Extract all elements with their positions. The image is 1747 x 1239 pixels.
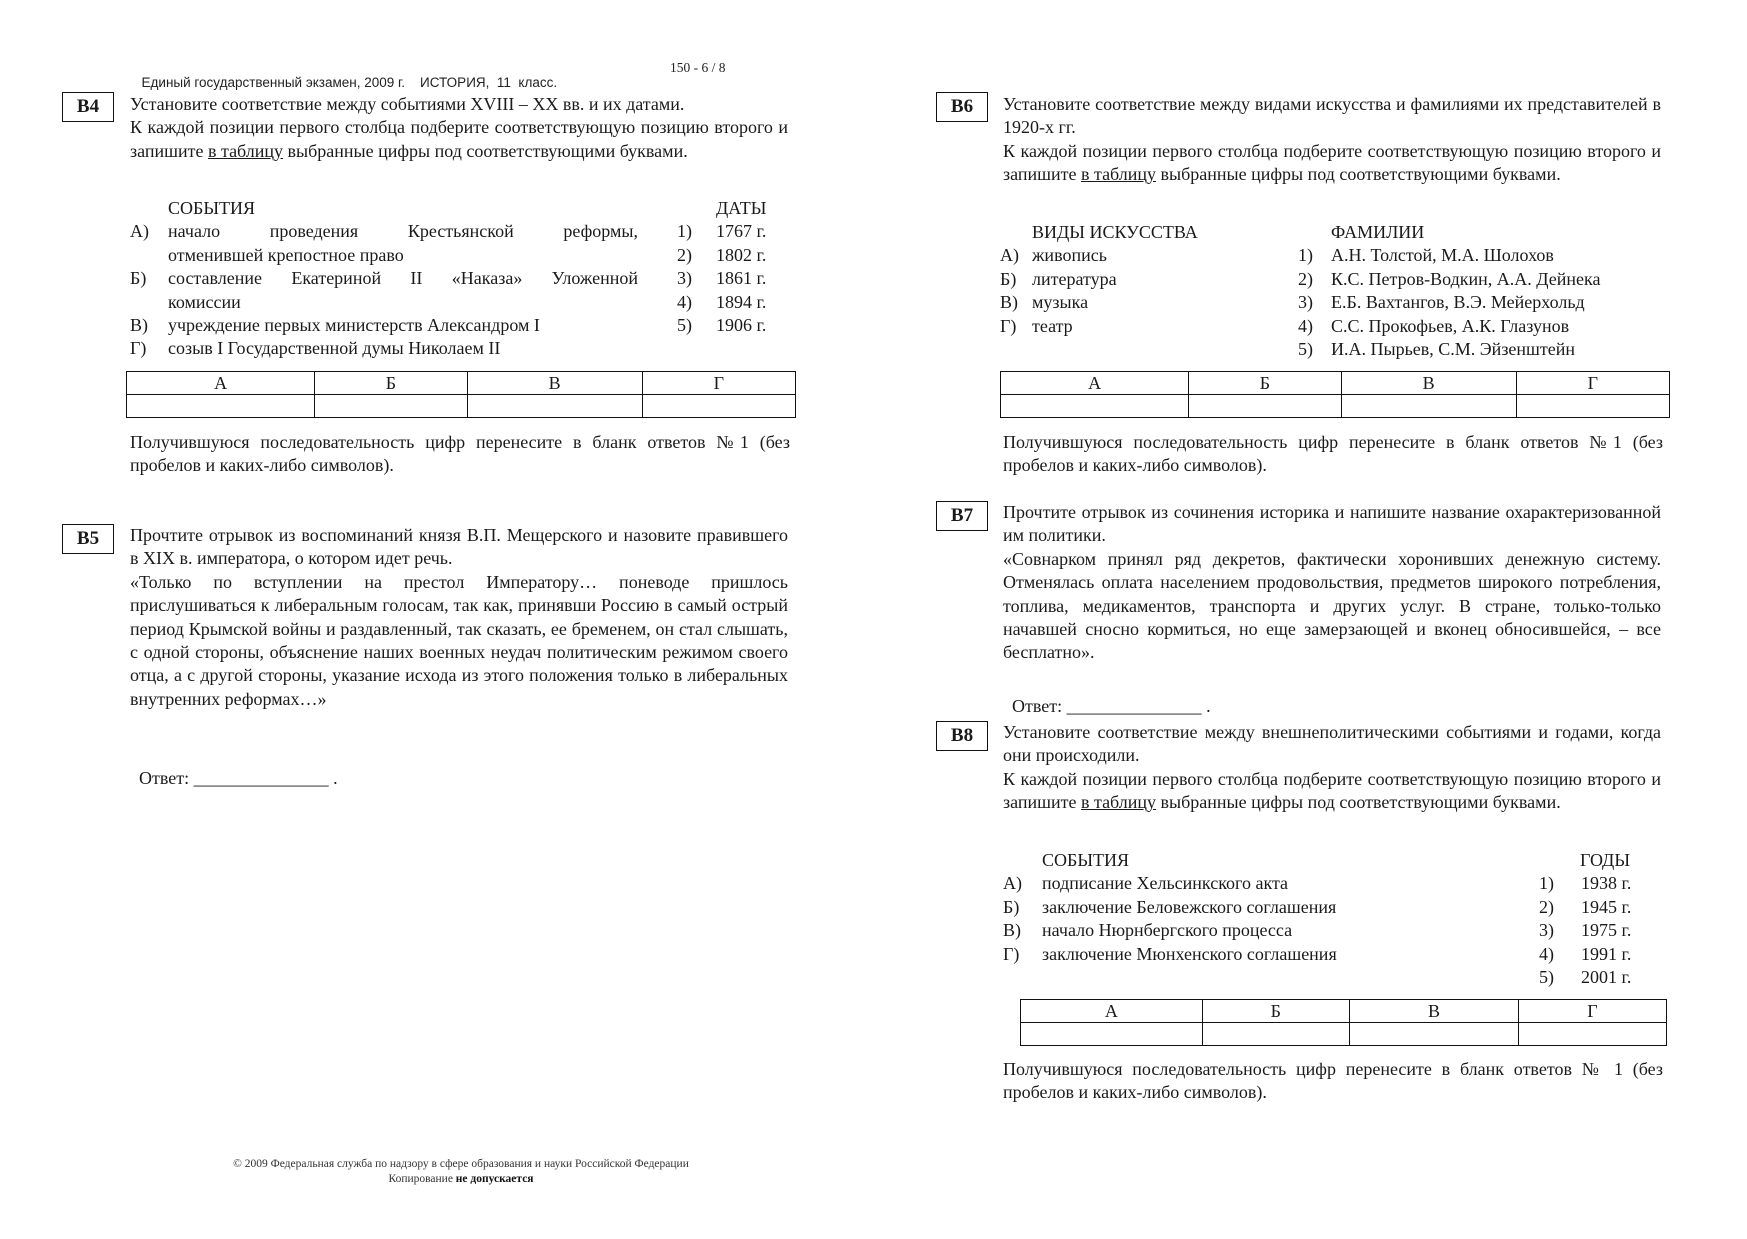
b8-year-mark: 4) — [1539, 943, 1554, 964]
b8-transfer-note — [1003, 1058, 1663, 1105]
b8-matching-columns — [1003, 849, 1663, 989]
b4-col-events-heading: СОБЫТИЯ — [168, 198, 256, 218]
b6-art-mark: Г) — [1000, 315, 1017, 336]
b6-col-a: А — [1001, 372, 1189, 395]
b4-event-b-cont: комиссии — [168, 291, 241, 312]
b8-event-mark: Г) — [1003, 943, 1020, 964]
b4-col-b: Б — [315, 372, 467, 395]
b4-event-mark: Г) — [130, 338, 147, 359]
b6-name-mark: 1) — [1298, 245, 1313, 266]
b8-year-mark: 3) — [1539, 920, 1554, 941]
b6-instr-part2: выбранные цифры под соответствующими буквами. — [1156, 164, 1561, 185]
b8-event-v: начало Нюрнбергского процесса — [1042, 920, 1293, 941]
b4-col-a: А — [127, 372, 315, 395]
copy-restriction-prefix: Копирование — [388, 1173, 456, 1185]
b6-art-a: живопись — [1032, 245, 1107, 266]
b8-instructions — [1003, 768, 1661, 815]
b4-date-mark: 1) — [677, 221, 692, 242]
b6-transfer-text: Получившуюся последовательность цифр перенесите в бланк ответов №1 (без пробелов и каких-либо символов). — [1003, 432, 1663, 476]
b6-art-mark: А) — [1000, 245, 1019, 266]
b8-year-4: 1991 г. — [1581, 943, 1632, 964]
b4-answer-cell-a[interactable] — [127, 395, 315, 418]
b6-col-names-heading: ФАМИЛИИ — [1331, 222, 1425, 242]
b8-event-mark: Б) — [1003, 896, 1020, 917]
question-b5 — [130, 524, 788, 711]
question-label-b6: B6 — [936, 92, 988, 122]
b8-year-2: 1945 г. — [1581, 896, 1632, 917]
b8-col-events-heading: СОБЫТИЯ — [1042, 850, 1130, 870]
b4-event-mark: А) — [130, 221, 149, 242]
exam-title: Единый государственный экзамен, 2009 г. ИСТОРИЯ, 11 класс. — [141, 75, 558, 90]
b6-answer-table — [1000, 371, 1670, 418]
b4-col-v: В — [467, 372, 642, 395]
b8-col-b: Б — [1202, 1000, 1349, 1023]
b4-date-2: 1802 г. — [716, 244, 767, 265]
question-b6 — [1003, 93, 1661, 187]
b6-instr-part1: К каждой позиции первого столбца подберите соответствующую позицию второго и запишите — [1003, 140, 1661, 185]
b5-answer-label: Ответ: — [139, 768, 190, 788]
b6-instructions — [1003, 140, 1661, 187]
copyright-notice: © 2009 Федеральная служба по надзору в сфере образования и науки Российской Федерации — [233, 1158, 689, 1170]
b4-date-mark: 3) — [677, 268, 692, 289]
b8-answer-cell-g[interactable] — [1518, 1023, 1666, 1046]
b6-col-b: Б — [1189, 372, 1341, 395]
b8-instr-part1: К каждой позиции первого столбца подберите соответствующую позицию второго и запишите — [1003, 768, 1661, 813]
b6-name-mark: 2) — [1298, 268, 1313, 289]
b4-answer-cell-g[interactable] — [642, 395, 795, 418]
b7-answer-line[interactable] — [1003, 675, 1211, 717]
b4-answer-table — [126, 371, 796, 418]
b7-answer-blank[interactable]: _______________ . — [1062, 696, 1211, 716]
question-b4 — [130, 93, 788, 163]
b6-art-g: театр — [1032, 315, 1073, 336]
question-label-b4: B4 — [62, 92, 114, 122]
b6-answer-cell-g[interactable] — [1516, 395, 1669, 418]
b4-col-dates-heading: ДАТЫ — [716, 198, 767, 218]
b5-quote: «Только по вступлении на престол Императору… поневоде пришлось прислушиваться к либеральным голосам, так как, принявши Россию в самый острый период Крымской войны и раздавленный, так сказать, ее бременем, он стал слышать, с одной стороны, объяснение наших военных неудач политическим режимом своего отца, а с другой стороны, указание исхода из этого положения только в либеральных внутренних реформах…» — [130, 571, 788, 709]
b4-date-3: 1861 г. — [716, 268, 767, 289]
b4-matching-columns — [130, 197, 790, 361]
b4-col-g: Г — [642, 372, 795, 395]
b6-art-mark: В) — [1000, 292, 1018, 313]
b8-table-link: в таблицу — [1080, 792, 1157, 813]
b8-year-mark: 5) — [1539, 966, 1554, 987]
b8-col-v: В — [1349, 1000, 1518, 1023]
b8-answer-cell-v[interactable] — [1349, 1023, 1518, 1046]
question-label-b7: B7 — [936, 501, 988, 531]
b8-col-a: А — [1021, 1000, 1203, 1023]
b4-intro: Установите соответствие между событиями XVIII – XX вв. и их датами. — [130, 94, 685, 114]
b6-intro: Установите соответствие между видами искусства и фамилиями их представителей в 1920-х гг. — [1003, 94, 1661, 138]
b4-date-mark: 5) — [677, 314, 692, 335]
b4-date-5: 1906 г. — [716, 314, 767, 335]
b8-year-mark: 2) — [1539, 896, 1554, 917]
b8-answer-cell-b[interactable] — [1202, 1023, 1349, 1046]
b4-date-1: 1767 г. — [716, 221, 767, 242]
b8-event-g: заключение Мюнхенского соглашения — [1042, 943, 1337, 964]
b6-transfer-note — [1003, 431, 1663, 478]
b4-event-mark: Б) — [130, 268, 147, 289]
page-footer — [196, 1157, 726, 1187]
b5-answer-line[interactable] — [130, 747, 338, 789]
b6-name-1: А.Н. Толстой, М.А. Шолохов — [1331, 245, 1554, 266]
b8-event-a: подписание Хельсинкского акта — [1042, 873, 1289, 894]
b8-instr-part2: выбранные цифры под соответствующими буквами. — [1156, 792, 1561, 813]
b6-art-mark: Б) — [1000, 268, 1017, 289]
b6-answer-cell-a[interactable] — [1001, 395, 1189, 418]
b4-event-a: начало проведения Крестьянской реформы, — [168, 221, 638, 242]
b6-art-v: музыка — [1032, 292, 1089, 313]
b4-date-mark: 4) — [677, 291, 692, 312]
b6-name-3: Е.Б. Вахтангов, В.Э. Мейерхольд — [1331, 292, 1585, 313]
b4-event-a-cont: отменившей крепостное право — [168, 244, 404, 265]
b6-col-g: Г — [1516, 372, 1669, 395]
question-b8 — [1003, 721, 1661, 815]
b6-answer-cell-v[interactable] — [1341, 395, 1516, 418]
b6-name-mark: 5) — [1298, 338, 1313, 359]
b8-intro: Установите соответствие между внешнеполитическими событиями и годами, когда они происходили. — [1003, 722, 1661, 766]
b8-answer-table — [1020, 999, 1667, 1046]
b4-instructions — [130, 116, 788, 163]
b6-name-4: С.С. Прокофьев, А.К. Глазунов — [1331, 315, 1570, 336]
b5-answer-blank[interactable]: _______________ . — [189, 768, 338, 788]
b4-event-mark: В) — [130, 314, 148, 335]
page-number: 150 - 6 / 8 — [670, 60, 726, 75]
b7-quote: «Совнарком принял ряд декретов, фактически хоронивших денежную систему. Отменялась оплата населением продовольствия, предметов широкого потребления, топлива, медикаментов, транспорта и других услуг. В стране, только-только начавшей сносно кормиться, но еще замерзающей и вконец обносившейся, – все бесплатно». — [1003, 548, 1661, 663]
b4-instr-part1: К каждой позиции первого столбца подберите соответствующую позицию второго и запишите — [130, 117, 788, 161]
b4-event-v: учреждение первых министерств Александром I — [168, 314, 540, 335]
b8-event-mark: В) — [1003, 920, 1021, 941]
b8-answer-cell-a[interactable] — [1021, 1023, 1203, 1046]
b8-event-b: заключение Беловежского соглашения — [1042, 896, 1337, 917]
b4-answer-cell-v[interactable] — [467, 395, 642, 418]
b8-col-years-heading: ГОДЫ — [1580, 850, 1631, 870]
b5-intro: Прочтите отрывок из воспоминаний князя В.П. Мещерского и назовите правившего в XIX в. императора, о котором идет речь. — [130, 525, 788, 569]
question-label-b5: B5 — [62, 524, 114, 554]
b8-transfer-text: Получившуюся последовательность цифр перенесите в бланк ответов № 1 (без пробелов и каких-либо символов). — [1003, 1059, 1663, 1103]
b7-answer-label: Ответ: — [1012, 696, 1063, 716]
b6-col-v: В — [1341, 372, 1516, 395]
b6-answer-cell-b[interactable] — [1189, 395, 1341, 418]
b8-year-3: 1975 г. — [1581, 920, 1632, 941]
b6-col-arts-heading: ВИДЫ ИСКУССТВА — [1032, 222, 1198, 242]
b4-event-g: созыв I Государственной думы Николаем II — [168, 338, 501, 359]
b8-col-g: Г — [1518, 1000, 1666, 1023]
b6-table-link: в таблицу — [1080, 164, 1157, 185]
b6-name-mark: 3) — [1298, 292, 1313, 313]
b6-name-5: И.А. Пырьев, С.М. Эйзенштейн — [1331, 338, 1576, 359]
b4-transfer-note — [130, 431, 790, 478]
question-label-b8: B8 — [936, 721, 988, 751]
b8-year-mark: 1) — [1539, 873, 1554, 894]
b4-event-b: составление Екатериной II «Наказа» Уложенной — [168, 268, 638, 289]
b8-year-5: 2001 г. — [1581, 966, 1632, 987]
b6-name-mark: 4) — [1298, 315, 1313, 336]
b4-answer-cell-b[interactable] — [315, 395, 467, 418]
b8-event-mark: А) — [1003, 873, 1022, 894]
question-b7 — [1003, 501, 1661, 665]
b4-instr-part2: выбранные цифры под соответствующими буквами. — [283, 140, 688, 161]
b6-name-2: К.С. Петров-Водкин, А.А. Дейнека — [1331, 268, 1601, 289]
b6-art-b: литература — [1032, 268, 1117, 289]
b6-matching-columns — [1000, 221, 1660, 361]
copy-restriction-bold: не допускается — [455, 1173, 534, 1185]
b4-transfer-text: Получившуюся последовательность цифр перенесите в бланк ответов №1 (без пробелов и каких-либо символов). — [130, 432, 790, 476]
b7-intro: Прочтите отрывок из сочинения историка и напишите название охарактеризованной им политики. — [1003, 502, 1661, 546]
b4-date-4: 1894 г. — [716, 291, 767, 312]
b4-table-link: в таблицу — [207, 140, 284, 161]
copy-restriction — [196, 1172, 726, 1187]
b8-year-1: 1938 г. — [1581, 873, 1632, 894]
b4-date-mark: 2) — [677, 244, 692, 265]
